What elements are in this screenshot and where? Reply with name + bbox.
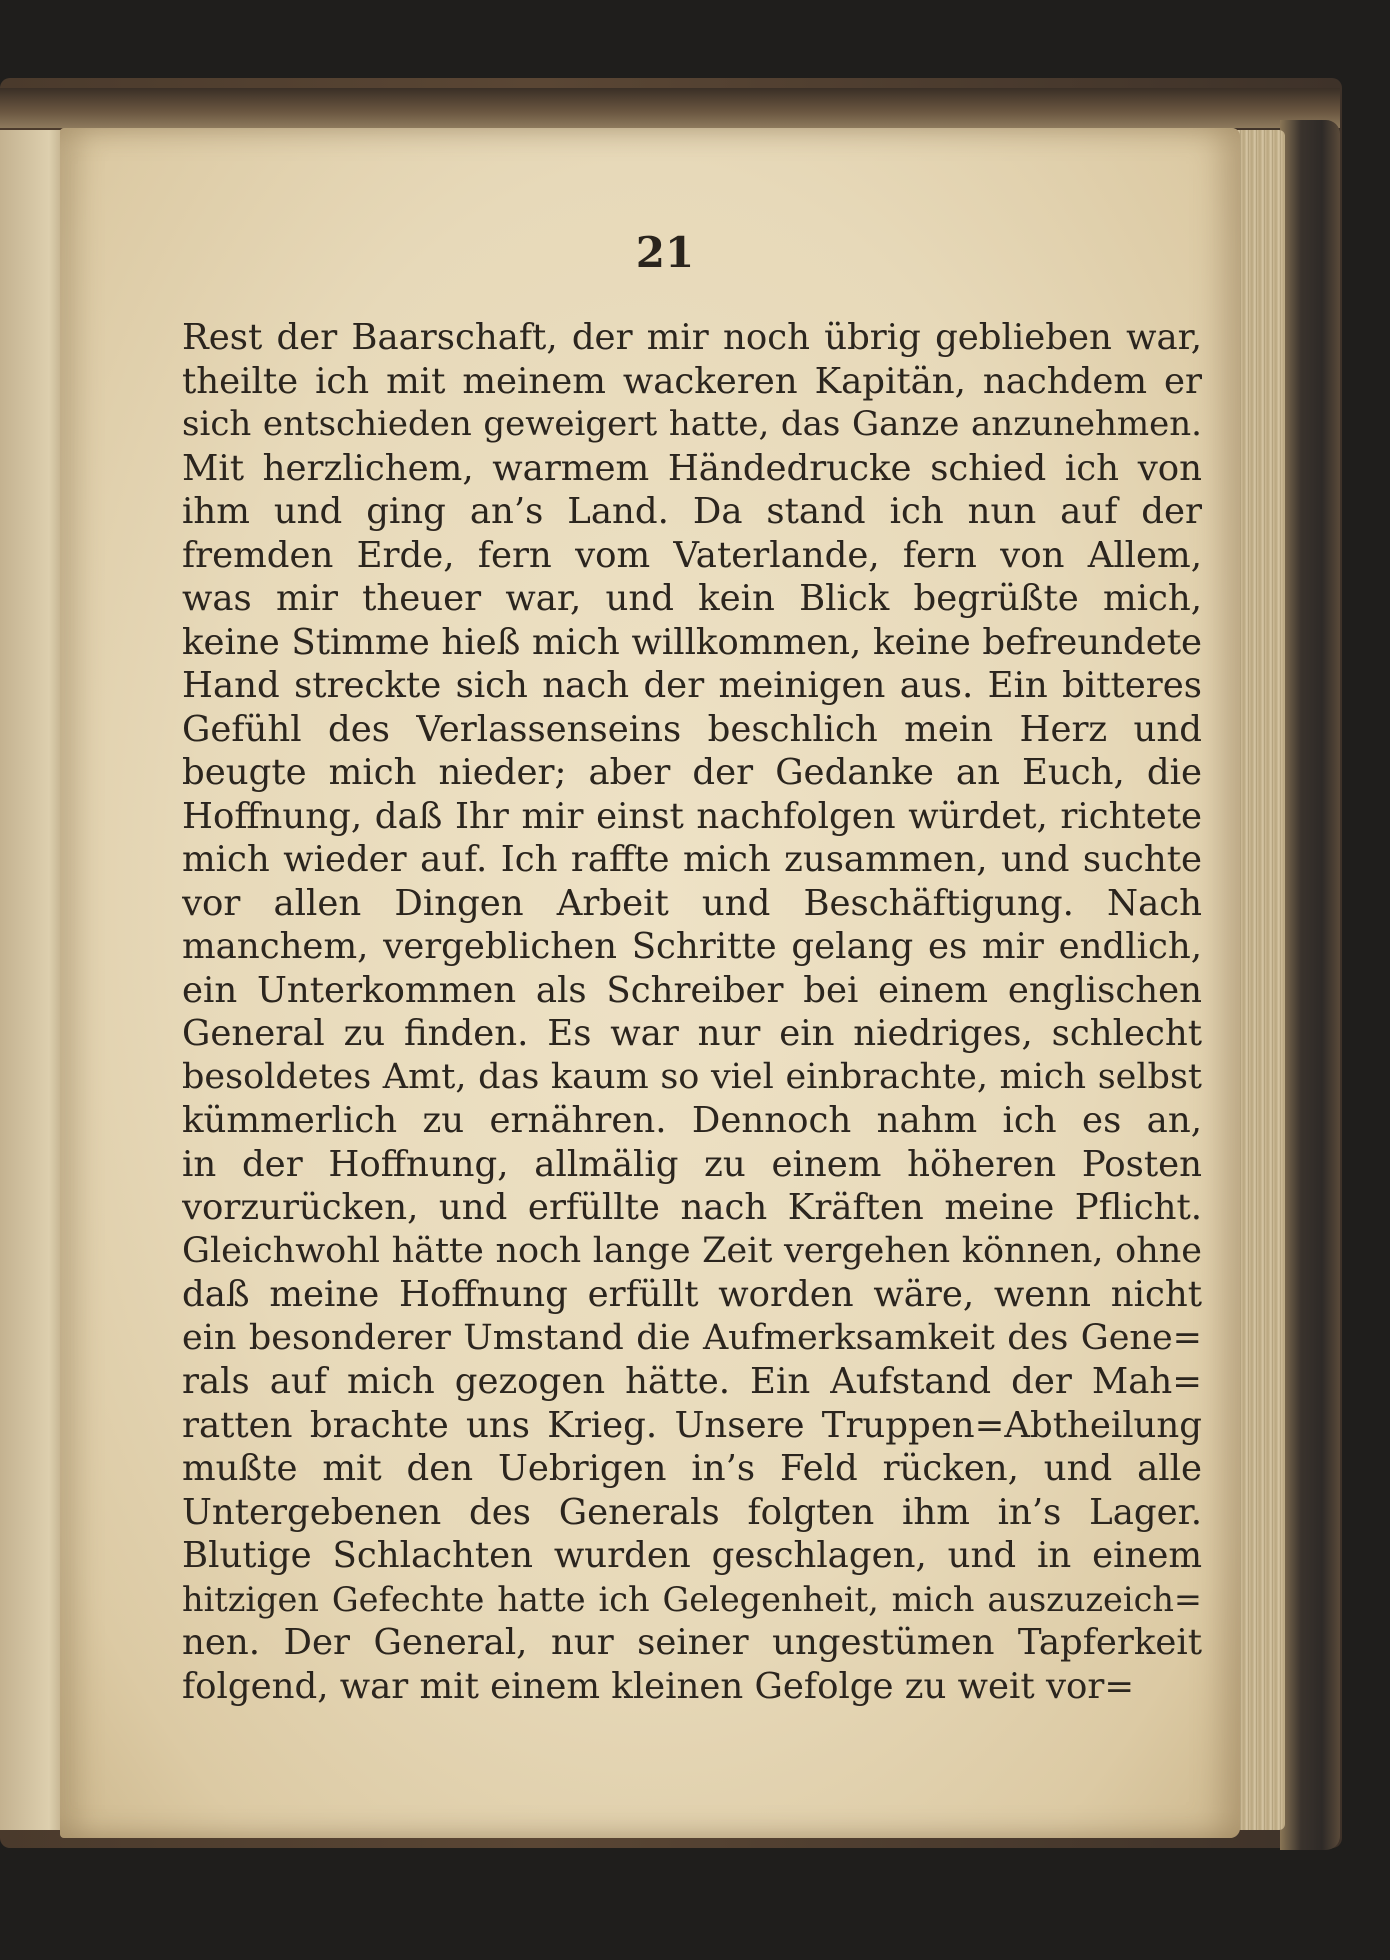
text-line: Mit herzlichem, warmem Händedrucke schied ich von — [182, 447, 1202, 489]
text-line: mußte mit den Uebrigen in’s Feld rücken, und alle — [182, 1448, 1202, 1489]
text-line: General zu finden. Es war nur ein niedriges, schlecht — [182, 1013, 1202, 1054]
text-line: Gefühl des Verlassenseins beschlich mein Herz und — [182, 708, 1202, 750]
text-line: Untergebenen des Generals folgten ihm in’s Lager. — [182, 1491, 1202, 1533]
text-line: keine Stimme hieß mich willkommen, keine befreundete — [182, 621, 1202, 663]
text-line: manchem, vergeblichen Schritte gelang es mir endlich, — [182, 926, 1202, 967]
cover-top-edge — [0, 88, 1340, 128]
page-number: 21 — [635, 228, 695, 277]
text-line: Hand streckte sich nach der meinigen aus. Ein bitteres — [182, 665, 1202, 706]
text-line: folgend, war mit einem kleinen Gefolge zu weit vor= — [182, 1665, 1135, 1707]
text-line: ihm und ging an’s Land. Da stand ich nun auf der — [182, 491, 1202, 532]
text-line: theilte ich mit meinem wackeren Kapitän, nachdem er — [182, 360, 1202, 402]
text-line: hitzigen Gefechte hatte ich Gelegenheit, mich auszuzeich= — [182, 1579, 1202, 1619]
text-line: ein besonderer Umstand die Aufmerksamkeit des Gene= — [182, 1317, 1202, 1358]
text-line: vorzurücken, und erfüllte nach Kräften meine Pflicht. — [182, 1187, 1202, 1228]
book-spine — [1280, 120, 1340, 1850]
text-line: mich wieder auf. Ich raffte mich zusammen, und suchte — [182, 839, 1202, 880]
text-line: Blutige Schlachten wurden geschlagen, und in einem — [182, 1535, 1202, 1576]
page-body-text — [182, 316, 1202, 1708]
text-line: Gleichwohl hätte noch lange Zeit vergehen können, ohne — [182, 1230, 1202, 1271]
text-line: vor allen Dingen Arbeit und Beschäftigung. Nach — [182, 882, 1202, 924]
text-line: Hoffnung, daß Ihr mir einst nachfolgen würdet, richtete — [182, 795, 1202, 837]
text-line: fremden Erde, fern vom Vaterlande, fern von Allem, — [182, 534, 1202, 576]
text-line: sich entschieden geweigert hatte, das Ganze anzunehmen. — [182, 404, 1202, 444]
text-line: ein Unterkommen als Schreiber bei einem englischen — [182, 969, 1202, 1011]
text-line: nen. Der General, nur seiner ungestümen Tapferkeit — [182, 1622, 1202, 1663]
text-line: beugte mich nieder; aber der Gedanke an Euch, die — [182, 752, 1202, 793]
text-line: in der Hoffnung, allmälig zu einem höheren Posten — [182, 1143, 1202, 1185]
text-line: rals auf mich gezogen hätte. Ein Aufstand der Mah= — [182, 1361, 1202, 1402]
text-line: besoldetes Amt, das kaum so viel einbrachte, mich selbst — [182, 1056, 1202, 1097]
text-line: kümmerlich zu ernähren. Dennoch nahm ich es an, — [182, 1100, 1202, 1141]
text-line: daß meine Hoffnung erfüllt worden wäre, wenn nicht — [182, 1274, 1202, 1315]
text-line: ratten brachte uns Krieg. Unsere Truppen=Abtheilung — [182, 1404, 1202, 1446]
text-line: was mir theuer war, und kein Blick begrüßte mich, — [182, 578, 1202, 619]
text-line: Rest der Baarschaft, der mir noch übrig geblieben war, — [182, 317, 1202, 358]
